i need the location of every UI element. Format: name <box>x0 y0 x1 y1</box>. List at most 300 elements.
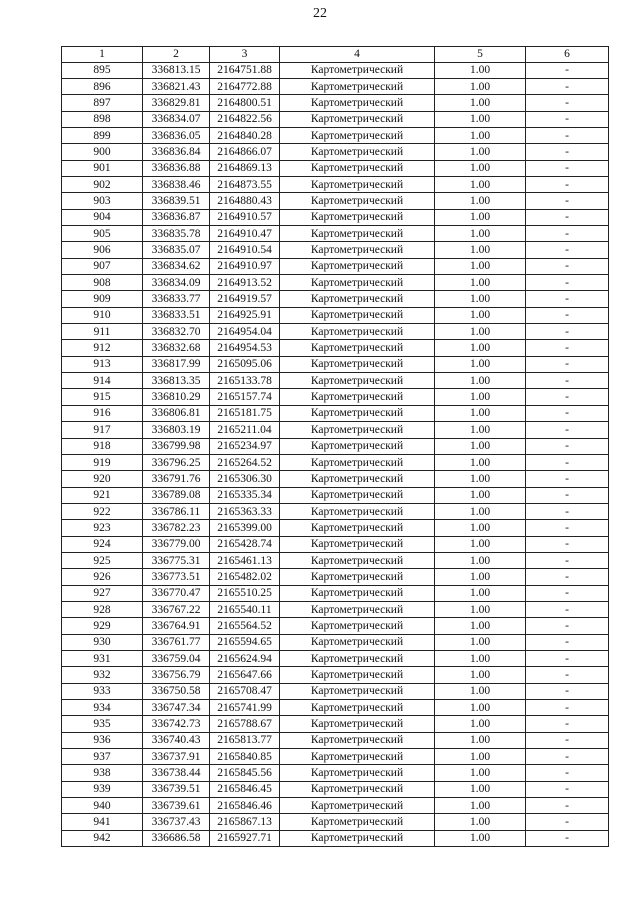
cell-description: - <box>526 569 609 585</box>
cell-y-coordinate: 2165211.04 <box>210 422 280 438</box>
cell-accuracy: 1.00 <box>435 520 526 536</box>
cell-x-coordinate: 336773.51 <box>143 569 210 585</box>
cell-point-number: 928 <box>62 601 143 617</box>
cell-accuracy: 1.00 <box>435 781 526 797</box>
cell-method: Картометрический <box>280 226 435 242</box>
table-row <box>62 552 609 568</box>
cell-point-number: 923 <box>62 520 143 536</box>
cell-accuracy: 1.00 <box>435 536 526 552</box>
cell-y-coordinate: 2165624.94 <box>210 650 280 666</box>
cell-method: Картометрический <box>280 160 435 176</box>
cell-x-coordinate: 336767.22 <box>143 601 210 617</box>
cell-description: - <box>526 324 609 340</box>
cell-method: Картометрический <box>280 78 435 94</box>
cell-point-number: 913 <box>62 356 143 372</box>
cell-method: Картометрический <box>280 830 435 846</box>
cell-x-coordinate: 336747.34 <box>143 700 210 716</box>
cell-method: Картометрический <box>280 62 435 78</box>
cell-method: Картометрический <box>280 683 435 699</box>
cell-y-coordinate: 2165594.65 <box>210 634 280 650</box>
cell-y-coordinate: 2165840.85 <box>210 749 280 765</box>
table-row <box>62 732 609 748</box>
cell-point-number: 927 <box>62 585 143 601</box>
cell-accuracy: 1.00 <box>435 324 526 340</box>
cell-description: - <box>526 471 609 487</box>
cell-method: Картометрический <box>280 798 435 814</box>
cell-accuracy: 1.00 <box>435 226 526 242</box>
cell-accuracy: 1.00 <box>435 193 526 209</box>
cell-point-number: 934 <box>62 700 143 716</box>
coordinates-table <box>61 46 609 847</box>
cell-description: - <box>526 520 609 536</box>
cell-point-number: 941 <box>62 814 143 830</box>
cell-method: Картометрический <box>280 127 435 143</box>
cell-description: - <box>526 503 609 519</box>
cell-description: - <box>526 765 609 781</box>
cell-y-coordinate: 2164869.13 <box>210 160 280 176</box>
cell-method: Картометрический <box>280 340 435 356</box>
cell-x-coordinate: 336782.23 <box>143 520 210 536</box>
cell-point-number: 932 <box>62 667 143 683</box>
table-row <box>62 226 609 242</box>
cell-accuracy: 1.00 <box>435 503 526 519</box>
cell-description: - <box>526 422 609 438</box>
cell-y-coordinate: 2165264.52 <box>210 454 280 470</box>
cell-point-number: 911 <box>62 324 143 340</box>
cell-point-number: 906 <box>62 242 143 258</box>
cell-accuracy: 1.00 <box>435 650 526 666</box>
cell-point-number: 935 <box>62 716 143 732</box>
cell-y-coordinate: 2165845.56 <box>210 765 280 781</box>
cell-method: Картометрический <box>280 356 435 372</box>
cell-description: - <box>526 340 609 356</box>
cell-description: - <box>526 356 609 372</box>
cell-x-coordinate: 336756.79 <box>143 667 210 683</box>
table-row <box>62 487 609 503</box>
cell-point-number: 936 <box>62 732 143 748</box>
cell-accuracy: 1.00 <box>435 389 526 405</box>
cell-method: Картометрический <box>280 601 435 617</box>
cell-description: - <box>526 585 609 601</box>
cell-method: Картометрический <box>280 405 435 421</box>
cell-description: - <box>526 814 609 830</box>
cell-accuracy: 1.00 <box>435 242 526 258</box>
cell-method: Картометрический <box>280 111 435 127</box>
cell-x-coordinate: 336759.04 <box>143 650 210 666</box>
table-header <box>62 47 609 63</box>
cell-description: - <box>526 732 609 748</box>
table-row <box>62 454 609 470</box>
cell-x-coordinate: 336799.98 <box>143 438 210 454</box>
cell-method: Картометрический <box>280 324 435 340</box>
cell-x-coordinate: 336834.07 <box>143 111 210 127</box>
cell-description: - <box>526 258 609 274</box>
cell-y-coordinate: 2164873.55 <box>210 177 280 193</box>
table-row <box>62 389 609 405</box>
cell-x-coordinate: 336836.05 <box>143 127 210 143</box>
cell-x-coordinate: 336742.73 <box>143 716 210 732</box>
cell-point-number: 921 <box>62 487 143 503</box>
table-row <box>62 438 609 454</box>
table-row <box>62 422 609 438</box>
cell-y-coordinate: 2165482.02 <box>210 569 280 585</box>
cell-accuracy: 1.00 <box>435 830 526 846</box>
cell-point-number: 925 <box>62 552 143 568</box>
cell-point-number: 910 <box>62 307 143 323</box>
cell-point-number: 933 <box>62 683 143 699</box>
cell-y-coordinate: 2164913.52 <box>210 275 280 291</box>
cell-accuracy: 1.00 <box>435 798 526 814</box>
cell-accuracy: 1.00 <box>435 160 526 176</box>
table-row <box>62 749 609 765</box>
cell-accuracy: 1.00 <box>435 78 526 94</box>
cell-point-number: 912 <box>62 340 143 356</box>
cell-x-coordinate: 336833.51 <box>143 307 210 323</box>
cell-accuracy: 1.00 <box>435 438 526 454</box>
table-row <box>62 275 609 291</box>
cell-x-coordinate: 336779.00 <box>143 536 210 552</box>
cell-point-number: 916 <box>62 405 143 421</box>
cell-description: - <box>526 634 609 650</box>
cell-x-coordinate: 336821.43 <box>143 78 210 94</box>
cell-x-coordinate: 336738.44 <box>143 765 210 781</box>
cell-y-coordinate: 2165540.11 <box>210 601 280 617</box>
table-row <box>62 127 609 143</box>
table-row <box>62 830 609 846</box>
table-row <box>62 716 609 732</box>
cell-accuracy: 1.00 <box>435 700 526 716</box>
cell-accuracy: 1.00 <box>435 618 526 634</box>
cell-accuracy: 1.00 <box>435 749 526 765</box>
table-row <box>62 618 609 634</box>
cell-accuracy: 1.00 <box>435 144 526 160</box>
table-row <box>62 798 609 814</box>
cell-accuracy: 1.00 <box>435 111 526 127</box>
cell-accuracy: 1.00 <box>435 569 526 585</box>
cell-x-coordinate: 336775.31 <box>143 552 210 568</box>
cell-point-number: 931 <box>62 650 143 666</box>
table-row <box>62 601 609 617</box>
cell-x-coordinate: 336806.81 <box>143 405 210 421</box>
table-row <box>62 356 609 372</box>
cell-method: Картометрический <box>280 307 435 323</box>
cell-y-coordinate: 2165461.13 <box>210 552 280 568</box>
cell-y-coordinate: 2164910.57 <box>210 209 280 225</box>
cell-y-coordinate: 2165846.46 <box>210 798 280 814</box>
cell-x-coordinate: 336829.81 <box>143 95 210 111</box>
cell-description: - <box>526 716 609 732</box>
cell-description: - <box>526 438 609 454</box>
cell-x-coordinate: 336740.43 <box>143 732 210 748</box>
cell-description: - <box>526 193 609 209</box>
table-row <box>62 373 609 389</box>
cell-point-number: 903 <box>62 193 143 209</box>
cell-point-number: 914 <box>62 373 143 389</box>
cell-y-coordinate: 2164925.91 <box>210 307 280 323</box>
cell-accuracy: 1.00 <box>435 356 526 372</box>
cell-y-coordinate: 2165647.66 <box>210 667 280 683</box>
cell-description: - <box>526 454 609 470</box>
cell-description: - <box>526 275 609 291</box>
cell-point-number: 897 <box>62 95 143 111</box>
cell-x-coordinate: 336796.25 <box>143 454 210 470</box>
page-number: 22 <box>313 6 327 21</box>
cell-method: Картометрический <box>280 144 435 160</box>
cell-description: - <box>526 373 609 389</box>
table-row <box>62 650 609 666</box>
cell-description: - <box>526 62 609 78</box>
cell-point-number: 895 <box>62 62 143 78</box>
cell-x-coordinate: 336836.84 <box>143 144 210 160</box>
cell-y-coordinate: 2164910.97 <box>210 258 280 274</box>
cell-x-coordinate: 336764.91 <box>143 618 210 634</box>
cell-x-coordinate: 336835.78 <box>143 226 210 242</box>
table-row <box>62 536 609 552</box>
cell-y-coordinate: 2164800.51 <box>210 95 280 111</box>
cell-x-coordinate: 336832.68 <box>143 340 210 356</box>
cell-y-coordinate: 2165133.78 <box>210 373 280 389</box>
column-header-description: 6 <box>526 47 609 63</box>
column-header-accuracy: 5 <box>435 47 526 63</box>
cell-point-number: 942 <box>62 830 143 846</box>
cell-x-coordinate: 336770.47 <box>143 585 210 601</box>
cell-y-coordinate: 2165181.75 <box>210 405 280 421</box>
cell-x-coordinate: 336834.09 <box>143 275 210 291</box>
cell-point-number: 909 <box>62 291 143 307</box>
cell-method: Картометрический <box>280 585 435 601</box>
cell-y-coordinate: 2165741.99 <box>210 700 280 716</box>
cell-method: Картометрический <box>280 373 435 389</box>
cell-description: - <box>526 111 609 127</box>
cell-method: Картометрический <box>280 520 435 536</box>
cell-point-number: 896 <box>62 78 143 94</box>
cell-accuracy: 1.00 <box>435 307 526 323</box>
cell-accuracy: 1.00 <box>435 634 526 650</box>
cell-y-coordinate: 2164772.88 <box>210 78 280 94</box>
cell-x-coordinate: 336839.51 <box>143 193 210 209</box>
cell-method: Картометрический <box>280 209 435 225</box>
cell-point-number: 939 <box>62 781 143 797</box>
cell-x-coordinate: 336838.46 <box>143 177 210 193</box>
cell-y-coordinate: 2164954.04 <box>210 324 280 340</box>
cell-accuracy: 1.00 <box>435 765 526 781</box>
cell-y-coordinate: 2165510.25 <box>210 585 280 601</box>
cell-method: Картометрический <box>280 552 435 568</box>
table-row <box>62 634 609 650</box>
table-row <box>62 814 609 830</box>
cell-accuracy: 1.00 <box>435 683 526 699</box>
cell-description: - <box>526 78 609 94</box>
cell-point-number: 926 <box>62 569 143 585</box>
cell-point-number: 937 <box>62 749 143 765</box>
column-header-method: 4 <box>280 47 435 63</box>
cell-method: Картометрический <box>280 275 435 291</box>
cell-point-number: 919 <box>62 454 143 470</box>
table-row <box>62 242 609 258</box>
cell-method: Картометрический <box>280 634 435 650</box>
cell-method: Картометрический <box>280 389 435 405</box>
cell-description: - <box>526 781 609 797</box>
cell-description: - <box>526 749 609 765</box>
cell-x-coordinate: 336686.58 <box>143 830 210 846</box>
cell-point-number: 924 <box>62 536 143 552</box>
cell-y-coordinate: 2165095.06 <box>210 356 280 372</box>
cell-y-coordinate: 2164880.43 <box>210 193 280 209</box>
table-row <box>62 765 609 781</box>
cell-x-coordinate: 336832.70 <box>143 324 210 340</box>
cell-method: Картометрический <box>280 569 435 585</box>
cell-point-number: 904 <box>62 209 143 225</box>
cell-accuracy: 1.00 <box>435 471 526 487</box>
cell-description: - <box>526 177 609 193</box>
column-header-y-coordinate: 3 <box>210 47 280 63</box>
cell-accuracy: 1.00 <box>435 291 526 307</box>
cell-description: - <box>526 683 609 699</box>
cell-method: Картометрический <box>280 814 435 830</box>
cell-y-coordinate: 2165813.77 <box>210 732 280 748</box>
cell-method: Картометрический <box>280 471 435 487</box>
cell-description: - <box>526 291 609 307</box>
table-row <box>62 111 609 127</box>
cell-method: Картометрический <box>280 95 435 111</box>
cell-description: - <box>526 242 609 258</box>
cell-method: Картометрический <box>280 536 435 552</box>
table-row <box>62 324 609 340</box>
cell-method: Картометрический <box>280 291 435 307</box>
cell-accuracy: 1.00 <box>435 209 526 225</box>
cell-y-coordinate: 2165335.34 <box>210 487 280 503</box>
cell-description: - <box>526 601 609 617</box>
cell-y-coordinate: 2165867.13 <box>210 814 280 830</box>
cell-y-coordinate: 2164910.54 <box>210 242 280 258</box>
cell-description: - <box>526 700 609 716</box>
cell-accuracy: 1.00 <box>435 585 526 601</box>
cell-accuracy: 1.00 <box>435 275 526 291</box>
table-row <box>62 683 609 699</box>
cell-accuracy: 1.00 <box>435 454 526 470</box>
table-row <box>62 209 609 225</box>
cell-description: - <box>526 405 609 421</box>
cell-point-number: 901 <box>62 160 143 176</box>
cell-description: - <box>526 127 609 143</box>
cell-point-number: 918 <box>62 438 143 454</box>
cell-x-coordinate: 336786.11 <box>143 503 210 519</box>
cell-description: - <box>526 160 609 176</box>
cell-y-coordinate: 2165564.52 <box>210 618 280 634</box>
table-row <box>62 144 609 160</box>
cell-point-number: 938 <box>62 765 143 781</box>
cell-method: Картометрический <box>280 242 435 258</box>
cell-y-coordinate: 2165927.71 <box>210 830 280 846</box>
cell-y-coordinate: 2165846.45 <box>210 781 280 797</box>
table-row <box>62 569 609 585</box>
cell-method: Картометрический <box>280 487 435 503</box>
table-row <box>62 520 609 536</box>
cell-description: - <box>526 798 609 814</box>
cell-y-coordinate: 2165399.00 <box>210 520 280 536</box>
table-row <box>62 160 609 176</box>
cell-x-coordinate: 336813.15 <box>143 62 210 78</box>
cell-accuracy: 1.00 <box>435 814 526 830</box>
cell-method: Картометрический <box>280 732 435 748</box>
cell-x-coordinate: 336750.58 <box>143 683 210 699</box>
cell-x-coordinate: 336813.35 <box>143 373 210 389</box>
cell-point-number: 907 <box>62 258 143 274</box>
cell-x-coordinate: 336834.62 <box>143 258 210 274</box>
cell-description: - <box>526 830 609 846</box>
table-row <box>62 291 609 307</box>
cell-description: - <box>526 95 609 111</box>
cell-description: - <box>526 487 609 503</box>
cell-y-coordinate: 2164866.07 <box>210 144 280 160</box>
cell-method: Картометрический <box>280 781 435 797</box>
cell-accuracy: 1.00 <box>435 177 526 193</box>
cell-method: Картометрический <box>280 422 435 438</box>
cell-accuracy: 1.00 <box>435 601 526 617</box>
cell-y-coordinate: 2165788.67 <box>210 716 280 732</box>
cell-x-coordinate: 336737.91 <box>143 749 210 765</box>
cell-method: Картометрический <box>280 765 435 781</box>
cell-description: - <box>526 389 609 405</box>
table-row <box>62 340 609 356</box>
cell-x-coordinate: 336789.08 <box>143 487 210 503</box>
cell-accuracy: 1.00 <box>435 422 526 438</box>
column-header-x-coordinate: 2 <box>143 47 210 63</box>
cell-description: - <box>526 552 609 568</box>
cell-description: - <box>526 650 609 666</box>
cell-point-number: 908 <box>62 275 143 291</box>
cell-accuracy: 1.00 <box>435 487 526 503</box>
cell-description: - <box>526 307 609 323</box>
cell-method: Картометрический <box>280 193 435 209</box>
cell-description: - <box>526 144 609 160</box>
table-row <box>62 193 609 209</box>
cell-method: Картометрический <box>280 716 435 732</box>
table-row <box>62 667 609 683</box>
cell-x-coordinate: 336761.77 <box>143 634 210 650</box>
table-row <box>62 700 609 716</box>
cell-method: Картометрический <box>280 438 435 454</box>
cell-y-coordinate: 2165306.30 <box>210 471 280 487</box>
cell-x-coordinate: 336739.51 <box>143 781 210 797</box>
table-row <box>62 307 609 323</box>
header-row <box>62 47 609 63</box>
cell-point-number: 898 <box>62 111 143 127</box>
cell-y-coordinate: 2164822.56 <box>210 111 280 127</box>
cell-accuracy: 1.00 <box>435 552 526 568</box>
cell-description: - <box>526 618 609 634</box>
cell-x-coordinate: 336835.07 <box>143 242 210 258</box>
cell-x-coordinate: 336810.29 <box>143 389 210 405</box>
cell-method: Картометрический <box>280 749 435 765</box>
cell-accuracy: 1.00 <box>435 732 526 748</box>
cell-y-coordinate: 2165708.47 <box>210 683 280 699</box>
cell-x-coordinate: 336833.77 <box>143 291 210 307</box>
table-row <box>62 405 609 421</box>
table-row <box>62 95 609 111</box>
cell-point-number: 920 <box>62 471 143 487</box>
cell-method: Картометрический <box>280 667 435 683</box>
cell-x-coordinate: 336803.19 <box>143 422 210 438</box>
cell-point-number: 917 <box>62 422 143 438</box>
cell-method: Картометрический <box>280 177 435 193</box>
cell-point-number: 930 <box>62 634 143 650</box>
cell-description: - <box>526 667 609 683</box>
cell-point-number: 922 <box>62 503 143 519</box>
table-row <box>62 781 609 797</box>
table-row <box>62 585 609 601</box>
cell-method: Картометрический <box>280 258 435 274</box>
